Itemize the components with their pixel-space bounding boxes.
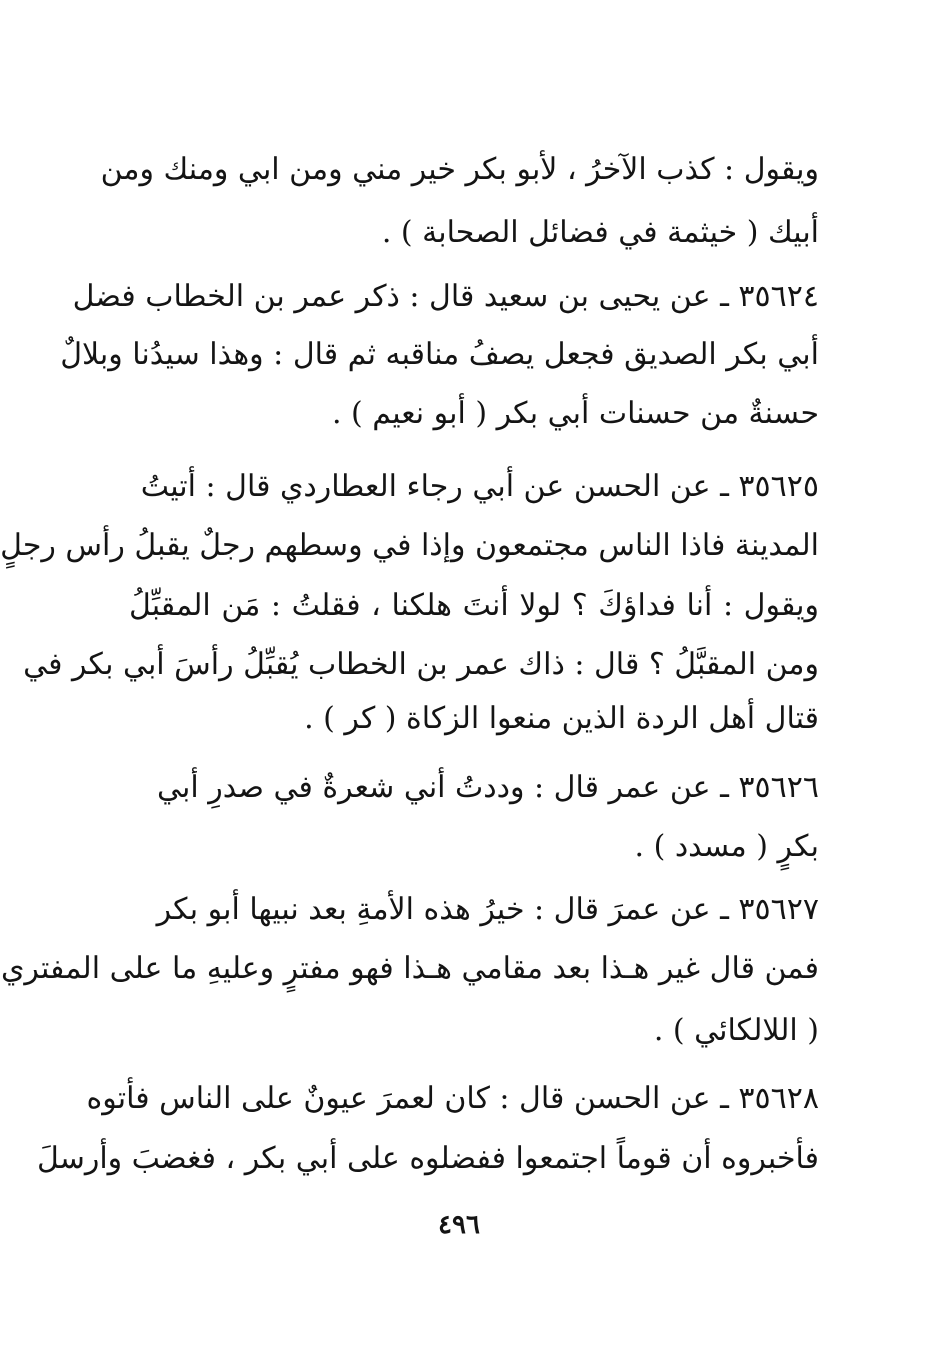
- text-line: ٣٥٦٢٥ ـ عن الحسن عن أبي رجاء العطاردي قال : أتيتُ: [140, 469, 819, 504]
- text-line: ٣٥٦٢٧ ـ عن عمرَ قال : خيرُ هذه الأمةِ بعد نبيها أبو بكر: [156, 892, 819, 927]
- text-line: فمن قال غير هـذا بعد مقامي هـذا فهو مفترٍ وعليهِ ما على المفتري: [0, 951, 819, 986]
- text-line: فأخبروه أن قوماً اجتمعوا ففضلوه على أبي بكر ، فغضبَ وأرسلَ: [36, 1141, 819, 1176]
- text-line: أبي بكر الصديق فجعل يصفُ مناقبه ثم قال : وهذا سيدُنا وبلالٌ: [60, 337, 819, 372]
- text-line: أبيك ( خيثمة في فضائل الصحابة ) .: [381, 215, 819, 250]
- text-line: ويقول : أنا فداؤكَ ؟ لولا أنتَ هلكنا ، فقلتُ : مَن المقبِّلُ: [129, 588, 819, 623]
- text-line: قتال أهل الردة الذين منعوا الزكاة ( كر ) .: [304, 701, 819, 736]
- page-number: ٤٩٦: [438, 1210, 480, 1240]
- text-line: حسنةٌ من حسنات أبي بكر ( أبو نعيم ) .: [331, 396, 819, 431]
- text-line: ٣٥٦٢٤ ـ عن يحيى بن سعيد قال : ذكر عمر بن الخطاب فضل: [72, 279, 819, 314]
- text-line: ٣٥٦٢٦ ـ عن عمر قال : وددتُ أني شعرةٌ في صدرِ أبي: [157, 770, 819, 805]
- text-line: ( اللالكائي ) .: [653, 1013, 819, 1048]
- text-line: المدينة فاذا الناس مجتمعون وإذا في وسطهم رجلٌ يقبلُ رأس رجلٍ: [0, 528, 819, 563]
- text-line: ٣٥٦٢٨ ـ عن الحسن قال : كان لعمرَ عيونٌ على الناس فأتوه: [86, 1081, 819, 1116]
- text-line: ويقول : كذب الآخرُ ، لأبو بكر خير مني ومن ابي ومنك ومن: [100, 152, 819, 187]
- text-line: ومن المقبَّلُ ؟ قال : ذاك عمر بن الخطاب يُقبِّلُ رأسَ أبي بكر في: [23, 647, 819, 682]
- text-line: بكرٍ ( مسدد ) .: [634, 829, 819, 864]
